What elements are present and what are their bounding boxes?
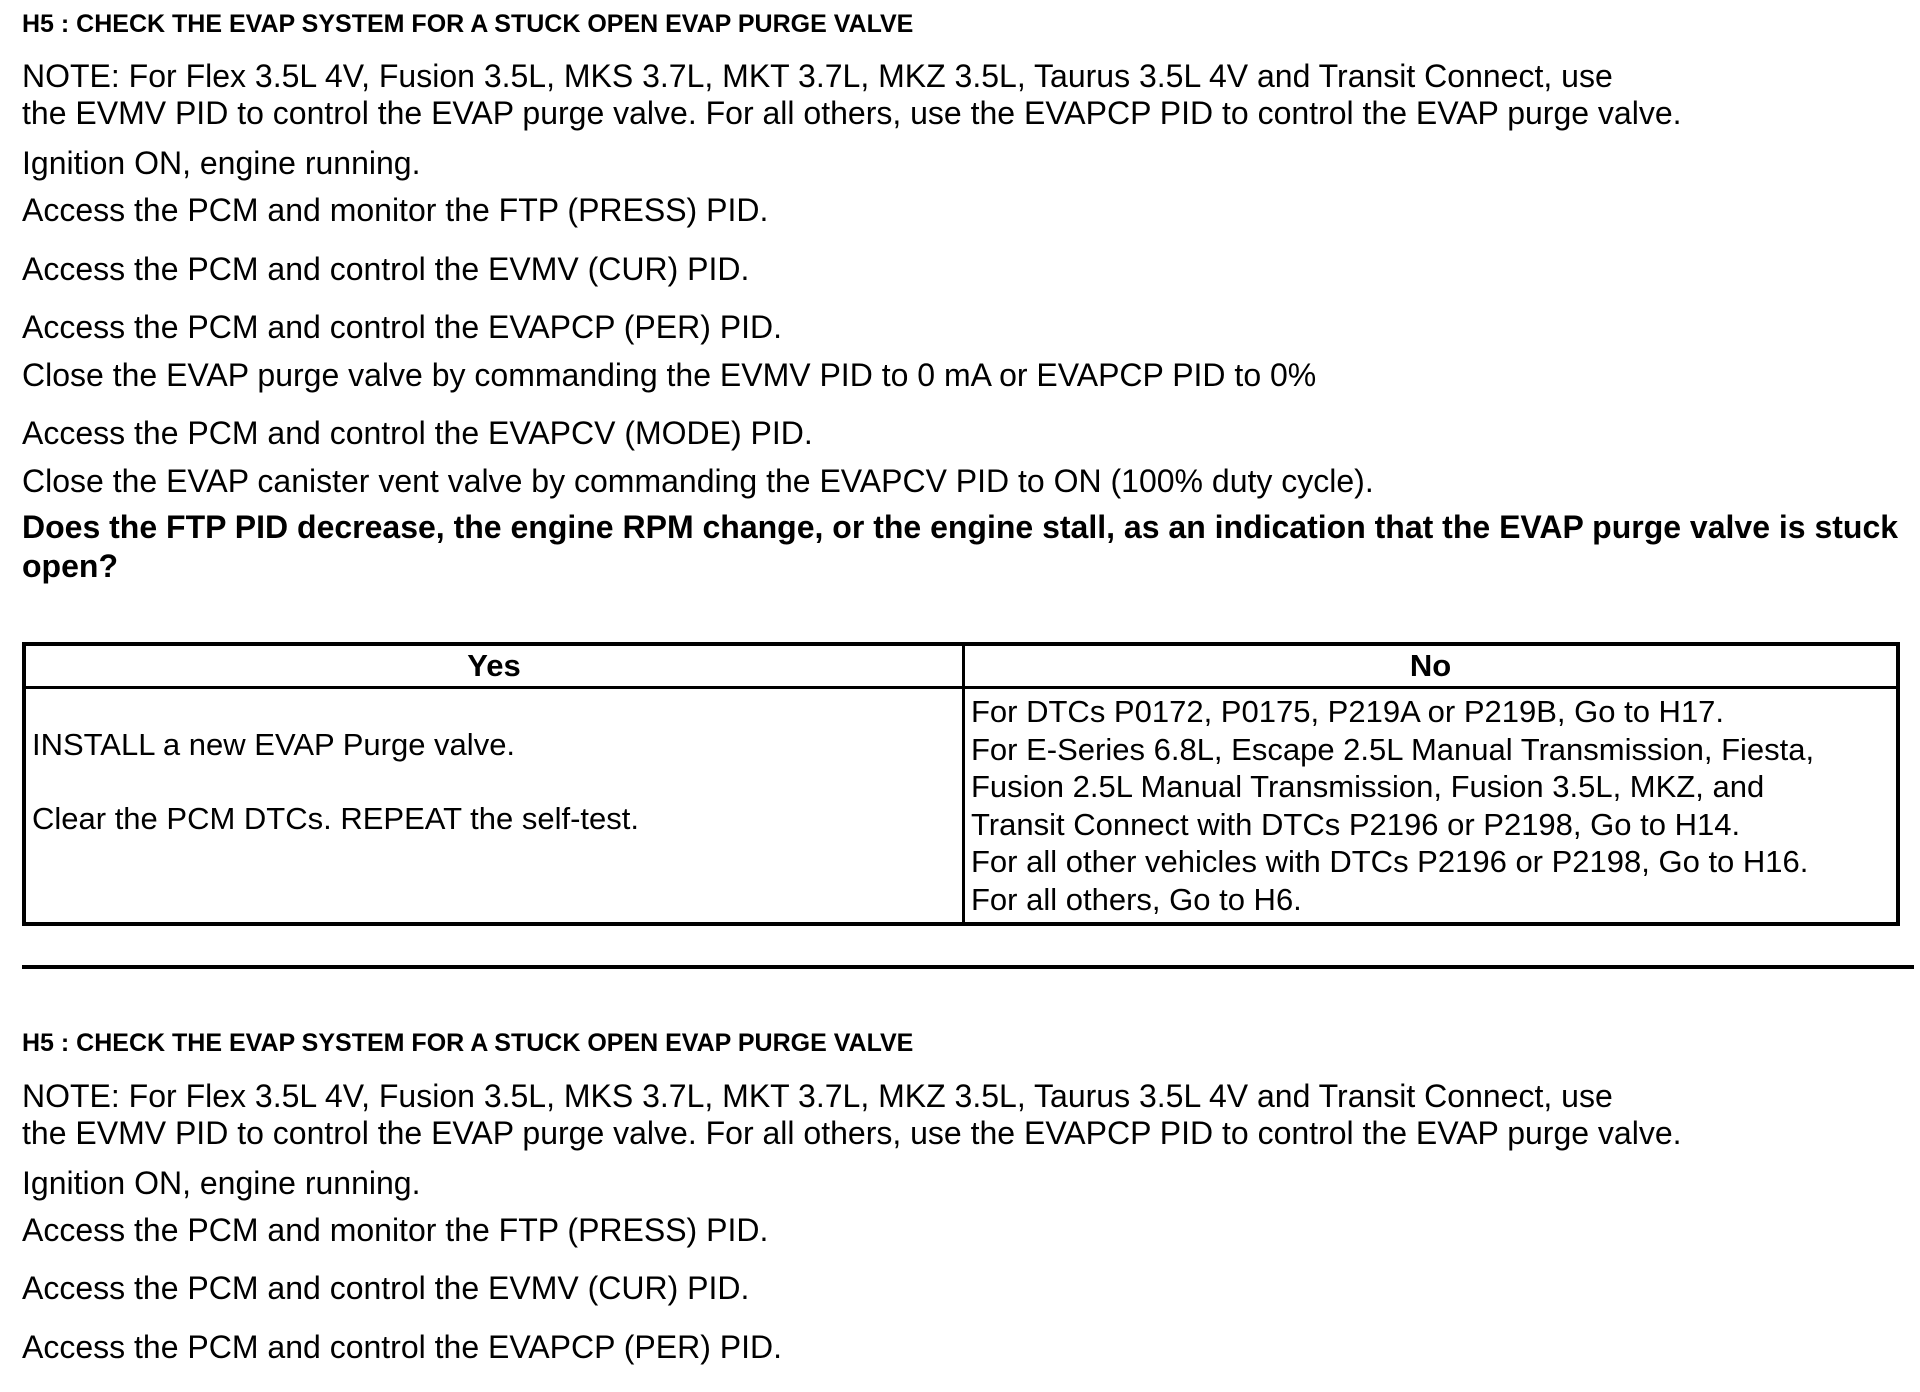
step-text: Access the PCM and control the EVMV (CUR) PID. [22, 251, 750, 287]
no-header: No [964, 644, 1899, 688]
note-line: NOTE: For Flex 3.5L 4V, Fusion 3.5L, MKS 3.7L, MKT 3.7L, MKZ 3.5L, Taurus 3.5L 4V and Transit Connect, use [22, 1078, 1613, 1114]
step-text: Ignition ON, engine running. [22, 1165, 421, 1201]
yes-action: Clear the PCM DTCs. REPEAT the self-test. [32, 801, 639, 836]
note-line: the EVMV PID to control the EVAP purge valve. For all others, use the EVAPCP PID to control the EVAP purge valve. [22, 1115, 1682, 1151]
no-action: For E-Series 6.8L, Escape 2.5L Manual Transmission, Fiesta, [971, 731, 1815, 767]
question-text: Does the FTP PID decrease, the engine RPM change, or the engine stall, as an indication that the EVAP purge valve is stuck open? [22, 509, 1899, 584]
no-action: For DTCs P0172, P0175, P219A or P219B, Go to H17. [971, 694, 1725, 729]
step-text: Close the EVAP canister vent valve by commanding the EVAPCV PID to ON (100% duty cycle). [22, 463, 1374, 499]
step-text: Access the PCM and monitor the FTP (PRESS) PID. [22, 1212, 769, 1248]
step-text: Access the PCM and monitor the FTP (PRESS) PID. [22, 192, 769, 228]
yes-action: INSTALL a new EVAP Purge valve. [32, 727, 516, 762]
no-action: Transit Connect with DTCs P2196 or P2198, Go to H14. [971, 806, 1741, 842]
note-line: the EVMV PID to control the EVAP purge valve. For all others, use the EVAPCP PID to control the EVAP purge valve. [22, 95, 1682, 131]
step-text: Access the PCM and control the EVAPCV (MODE) PID. [22, 415, 813, 451]
note-line: NOTE: For Flex 3.5L 4V, Fusion 3.5L, MKS 3.7L, MKT 3.7L, MKZ 3.5L, Taurus 3.5L 4V and Transit Connect, use [22, 58, 1613, 94]
table-row [24, 688, 1898, 925]
yes-cell [24, 688, 964, 925]
step-text: Access the PCM and control the EVMV (CUR) PID. [22, 1270, 750, 1306]
yes-header: Yes [24, 644, 964, 688]
step-text: Access the PCM and control the EVAPCP (PER) PID. [22, 1329, 782, 1365]
section-title: H5 : CHECK THE EVAP SYSTEM FOR A STUCK OPEN EVAP PURGE VALVE [22, 10, 914, 38]
section-divider [22, 965, 1914, 969]
section-title: H5 : CHECK THE EVAP SYSTEM FOR A STUCK OPEN EVAP PURGE VALVE [22, 1029, 914, 1057]
no-action: For all other vehicles with DTCs P2196 or P2198, Go to H16. [971, 844, 1809, 879]
table-header-row [24, 644, 1898, 688]
step-text: Ignition ON, engine running. [22, 145, 421, 181]
step-text: Close the EVAP purge valve by commanding the EVMV PID to 0 mA or EVAPCP PID to 0% [22, 357, 1317, 393]
no-action: For all others, Go to H6. [971, 881, 1302, 917]
step-text: Access the PCM and control the EVAPCP (PER) PID. [22, 309, 782, 345]
yes-no-table [22, 642, 1900, 926]
no-cell [964, 688, 1899, 925]
no-action: Fusion 2.5L Manual Transmission, Fusion 3.5L, MKZ, and [971, 769, 1765, 804]
